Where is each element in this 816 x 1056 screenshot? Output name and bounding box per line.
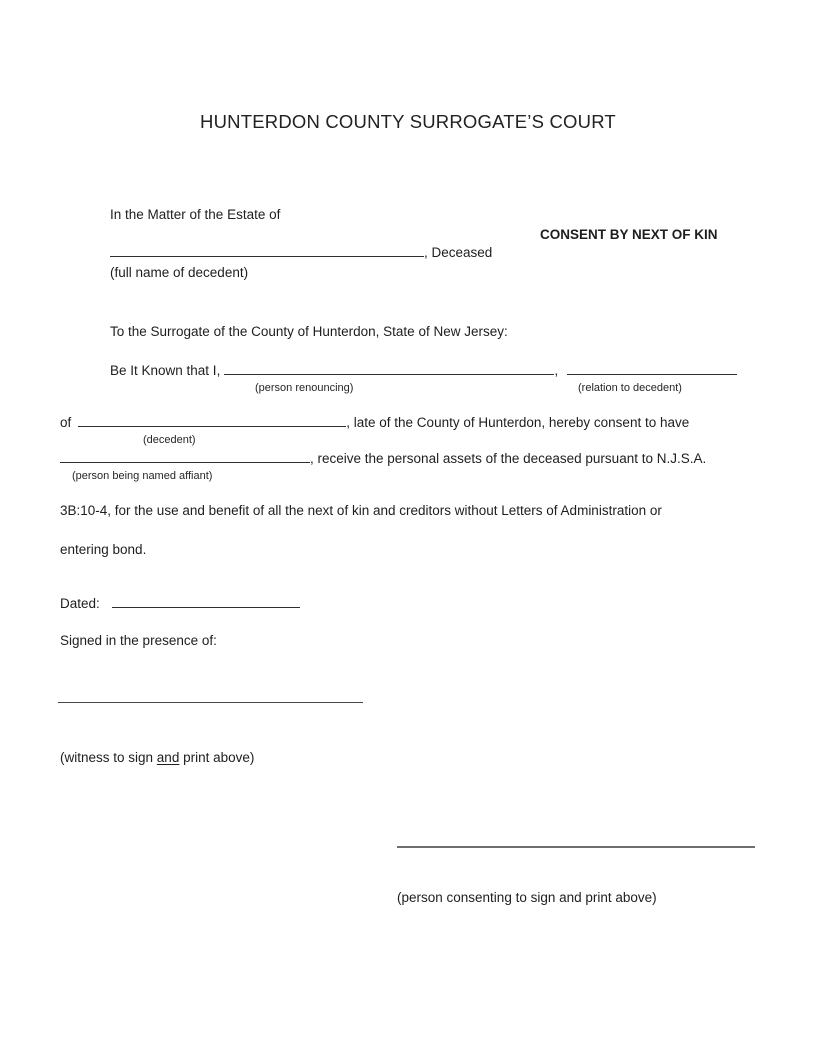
of-decedent-line [60,414,689,431]
witness-label-and: and [156,750,180,765]
late-of-clause: , late of the County of Hunterdon, hereby consent to have [346,415,690,430]
relation-label: (relation to decedent) [578,382,682,394]
witness-label-pre: (witness to sign [60,750,157,765]
person-renouncing-field[interactable] [224,362,554,375]
relation-to-decedent-field[interactable] [567,362,737,375]
estate-intro-text: In the Matter of the Estate of [110,207,281,222]
consenting-signature-field[interactable] [397,846,755,848]
person-renouncing-label: (person renouncing) [255,382,354,394]
full-name-label: (full name of decedent) [110,265,249,280]
entering-bond-text: entering bond. [60,542,147,557]
signed-presence-text: Signed in the presence of: [60,633,217,648]
salutation-text: To the Surrogate of the County of Hunterdon, State of New Jersey: [110,324,508,339]
decedent-name-line [110,244,492,261]
document-title: HUNTERDON COUNTY SURROGATE’S COURT [200,111,616,132]
witness-label [60,749,254,766]
comma-text: , [554,363,559,378]
affiant-label: (person being named affiant) [72,470,213,482]
decedent-full-name-field[interactable] [110,244,424,257]
date-field[interactable] [112,595,300,608]
witness-label-post: print above) [179,750,255,765]
person-named-affiant-field[interactable] [60,450,310,463]
decedent-label: (decedent) [143,434,196,446]
receive-clause: , receive the personal assets of the deceased pursuant to N.J.S.A. [310,451,707,466]
dated-label: Dated: [60,596,100,611]
be-it-known-line [110,362,737,379]
witness-signature-field[interactable] [58,702,363,703]
consent-sign-label: (person consenting to sign and print above) [397,890,657,905]
of-word: of [60,415,72,430]
form-heading: CONSENT BY NEXT OF KIN [540,227,718,242]
affiant-line [60,450,706,467]
statute-clause-text: 3B:10-4, for the use and benefit of all the next of kin and creditors without Letters of Administration or [60,503,662,518]
decedent-field[interactable] [78,414,346,427]
deceased-suffix-text: , Deceased [424,245,493,260]
dated-line [60,595,300,612]
be-it-known-prefix: Be It Known that I, [110,363,221,378]
